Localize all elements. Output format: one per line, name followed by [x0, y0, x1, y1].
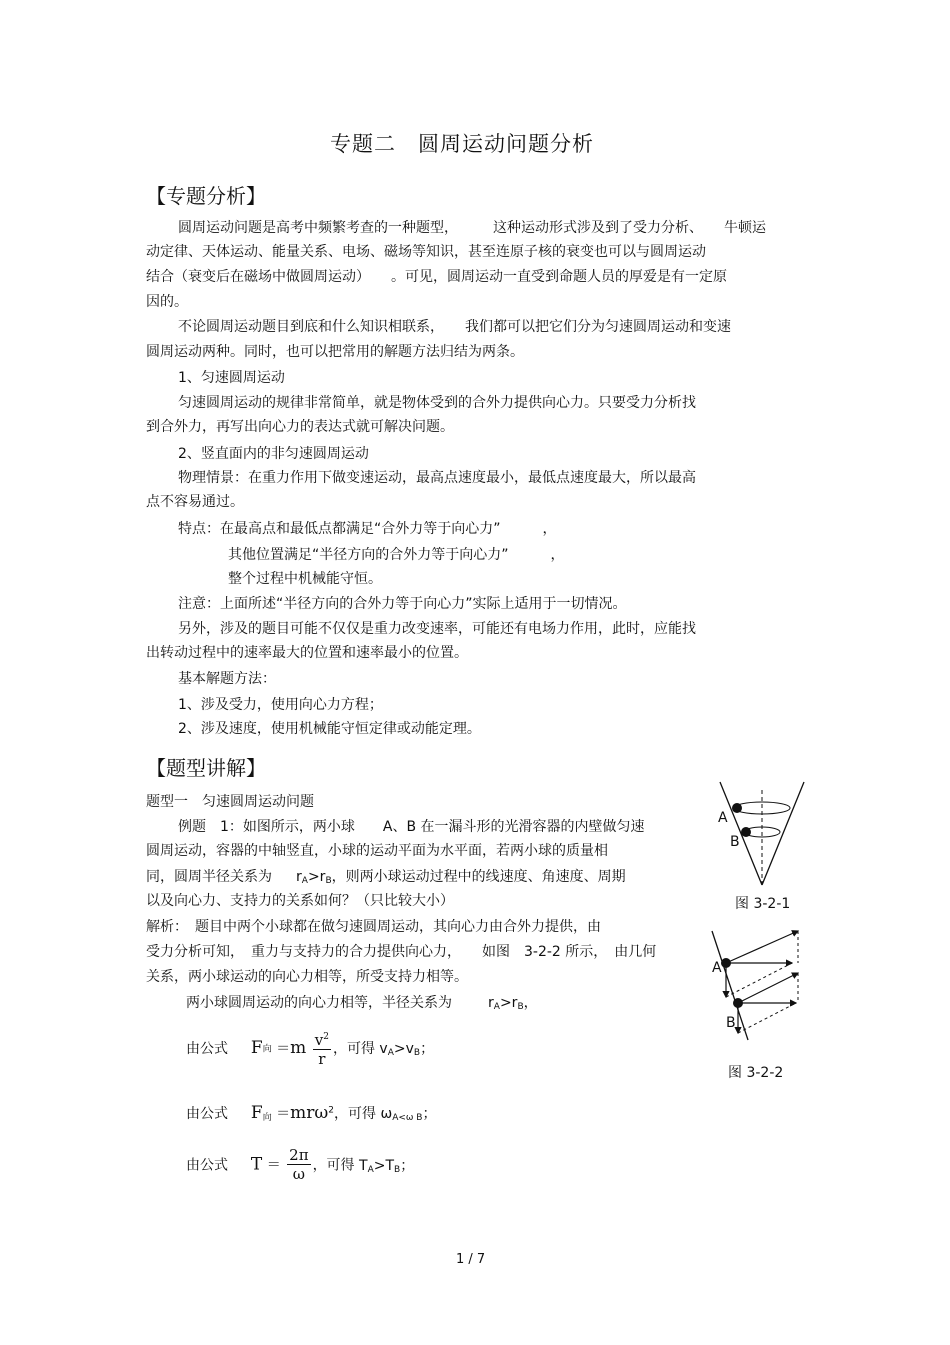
para-line: 圆周运动两种。同时，也可以把常用的解题方法归结为两条。	[146, 344, 524, 360]
equals: ＝	[266, 1157, 281, 1174]
para-line: 不论圆周运动题目到底和什么知识相联系， 我们都可以把它们分为匀速圆周运动和变速	[178, 319, 731, 335]
para-line: 2、竖直面内的非匀速圆周运动	[178, 446, 369, 462]
example-text: 两小球圆周运动的向心力相等，半径关系为	[186, 995, 452, 1011]
label-b: B	[730, 834, 740, 850]
example-line	[186, 992, 538, 1018]
result-prefix: ，可得	[312, 1157, 355, 1174]
res-sym: v	[379, 1041, 388, 1057]
example-line	[146, 866, 626, 892]
example-text: 同，圆周半径关系为	[146, 869, 272, 885]
para-line: 结合（衰变后在磁场中做圆周运动） 。可见，圆周运动一直受到命题人员的厚爱是有一定原	[146, 269, 727, 285]
label-a: A	[718, 810, 728, 826]
formula-2	[186, 1103, 436, 1123]
res-sub2: B	[394, 1164, 401, 1175]
mass-symbol: m	[290, 1038, 307, 1058]
v-symbol: v	[314, 1031, 324, 1049]
equals: ＝	[276, 1106, 291, 1122]
radius-relation	[296, 869, 332, 885]
force-symbol: F	[250, 1038, 263, 1058]
figure-caption-1: 图 3-2-1	[735, 896, 791, 912]
res-mid: >T	[373, 1157, 395, 1174]
square: 2	[323, 1032, 329, 1042]
para-line: 物理情景：在重力作用下做变速运动，最高点速度最小，最低点速度最大，所以最高	[178, 470, 696, 486]
mr-omega: mrω	[290, 1103, 329, 1123]
example-text: ，则两小球运动过程中的线速度、角速度、周期	[331, 869, 626, 885]
denominator: ω	[292, 1165, 305, 1183]
res-sym: ω	[380, 1106, 393, 1122]
res-sym: T	[359, 1157, 368, 1174]
result-prefix: ，可得	[332, 1041, 375, 1057]
para-line: 点不容易通过。	[146, 494, 244, 510]
example-line: 以及向心力、支持力的关系如何？（只比较大小）	[146, 893, 454, 909]
formula-prefix: 由公式	[186, 1157, 228, 1174]
para-line: 匀速圆周运动的规律非常简单，就是物体受到的合外力提供向心力。只要受力分析找	[178, 395, 696, 411]
square: 2	[328, 1105, 335, 1116]
formula-3	[186, 1146, 414, 1183]
radius-relation	[488, 995, 524, 1011]
denominator: r	[318, 1050, 326, 1068]
result-prefix: ，可得	[334, 1106, 377, 1122]
example-line: 关系，两小球运动的向心力相等，所受支持力相等。	[146, 969, 468, 985]
para-line: 另外，涉及的题目可能不仅仅是重力改变速率，可能还有电场力作用，此时，应能找	[178, 621, 696, 637]
para-line: 到合外力，再写出向心力的表达式就可解决问题。	[146, 419, 454, 435]
res-mid: >v	[393, 1041, 414, 1057]
figure-caption-2: 图 3-2-2	[728, 1065, 784, 1081]
res-sub: A<ω B	[392, 1113, 423, 1123]
formula-1	[186, 1028, 434, 1068]
label-a-2: A	[712, 960, 722, 976]
r-op: >r	[499, 995, 518, 1011]
res-sub: A	[367, 1164, 374, 1175]
period-symbol: T	[250, 1154, 263, 1175]
numerator	[313, 1028, 331, 1050]
sub-b: B	[325, 876, 332, 886]
sub-b: B	[517, 1002, 524, 1012]
para-line: 动定律、天体运动、能量关系、电场、磁场等知识，甚至连原子核的衰变也可以与圆周运动	[146, 244, 706, 260]
section-heading-analysis: 【专题分析】	[146, 184, 266, 208]
para-line: 整个过程中机械能守恒。	[228, 571, 382, 587]
force-diagram-figure	[708, 925, 808, 1045]
fraction-2pi-omega	[287, 1146, 310, 1183]
page-number: 1 / 7	[456, 1252, 486, 1267]
numerator: 2π	[289, 1146, 309, 1164]
para-line: 因的。	[146, 294, 188, 310]
res-sub2: B	[413, 1048, 421, 1058]
funnel-figure	[712, 780, 812, 890]
result-1	[379, 1041, 434, 1057]
sub-a: A	[301, 876, 308, 886]
res-sub: A	[387, 1048, 394, 1058]
example-line: 题型一 匀速圆周运动问题	[146, 794, 314, 810]
para-line: 其他位置满足“半径方向的合外力等于向心力” ，	[228, 547, 565, 563]
equals: ＝	[276, 1041, 291, 1057]
para-line: 特点：在最高点和最低点都满足“合外力等于向心力” ，	[178, 521, 557, 537]
r-op: >r	[307, 869, 326, 885]
label-b-2: B	[726, 1015, 736, 1031]
formula-prefix: 由公式	[186, 1041, 228, 1057]
example-line: 解析： 题目中两个小球都在做匀速圆周运动，其向心力由合外力提供，由	[146, 919, 601, 935]
section-heading-explanation: 【题型讲解】	[146, 756, 266, 780]
force-sub: 向	[262, 1113, 272, 1123]
para-line: 出转动过程中的速率最大的位置和速率最小的位置。	[146, 645, 468, 661]
force-sub: 向	[262, 1044, 272, 1055]
para-line: 2、涉及速度，使用机械能守恒定律或动能定理。	[178, 721, 481, 737]
example-line: 例题 1：如图所示，两小球 A、B 在一漏斗形的光滑容器的内壁做匀速	[178, 819, 645, 835]
res-end: ；	[422, 1106, 437, 1122]
para-line: 注意：上面所述“半径方向的合外力等于向心力”实际上适用于一切情况。	[178, 596, 627, 612]
res-end: ；	[400, 1157, 415, 1174]
formula-prefix: 由公式	[186, 1106, 228, 1122]
para-line: 1、匀速圆周运动	[178, 370, 285, 386]
example-line: 受力分析可知， 重力与支持力的合力提供向心力， 如图 3-2-2 所示， 由几何	[146, 944, 657, 960]
res-end: ；	[420, 1041, 435, 1057]
force-symbol: F	[250, 1103, 263, 1123]
para-line: 基本解题方法：	[178, 671, 276, 687]
page-title: 专题二 圆周运动问题分析	[330, 132, 594, 156]
example-line: 圆周运动，容器的中轴竖直，小球的运动平面为水平面，若两小球的质量相	[146, 843, 608, 859]
r-symbol: r	[488, 995, 494, 1011]
comma: ，	[523, 995, 538, 1011]
result-3	[359, 1158, 414, 1174]
para-line: 1、涉及受力，使用向心力方程；	[178, 697, 383, 713]
sub-a: A	[493, 1002, 500, 1012]
para-line: 圆周运动问题是高考中频繁考查的一种题型， 这种运动形式涉及到了受力分析、 牛顿运	[178, 220, 766, 236]
r-symbol: r	[296, 869, 302, 885]
result-2	[380, 1106, 436, 1122]
fraction-v2-r	[313, 1028, 331, 1068]
